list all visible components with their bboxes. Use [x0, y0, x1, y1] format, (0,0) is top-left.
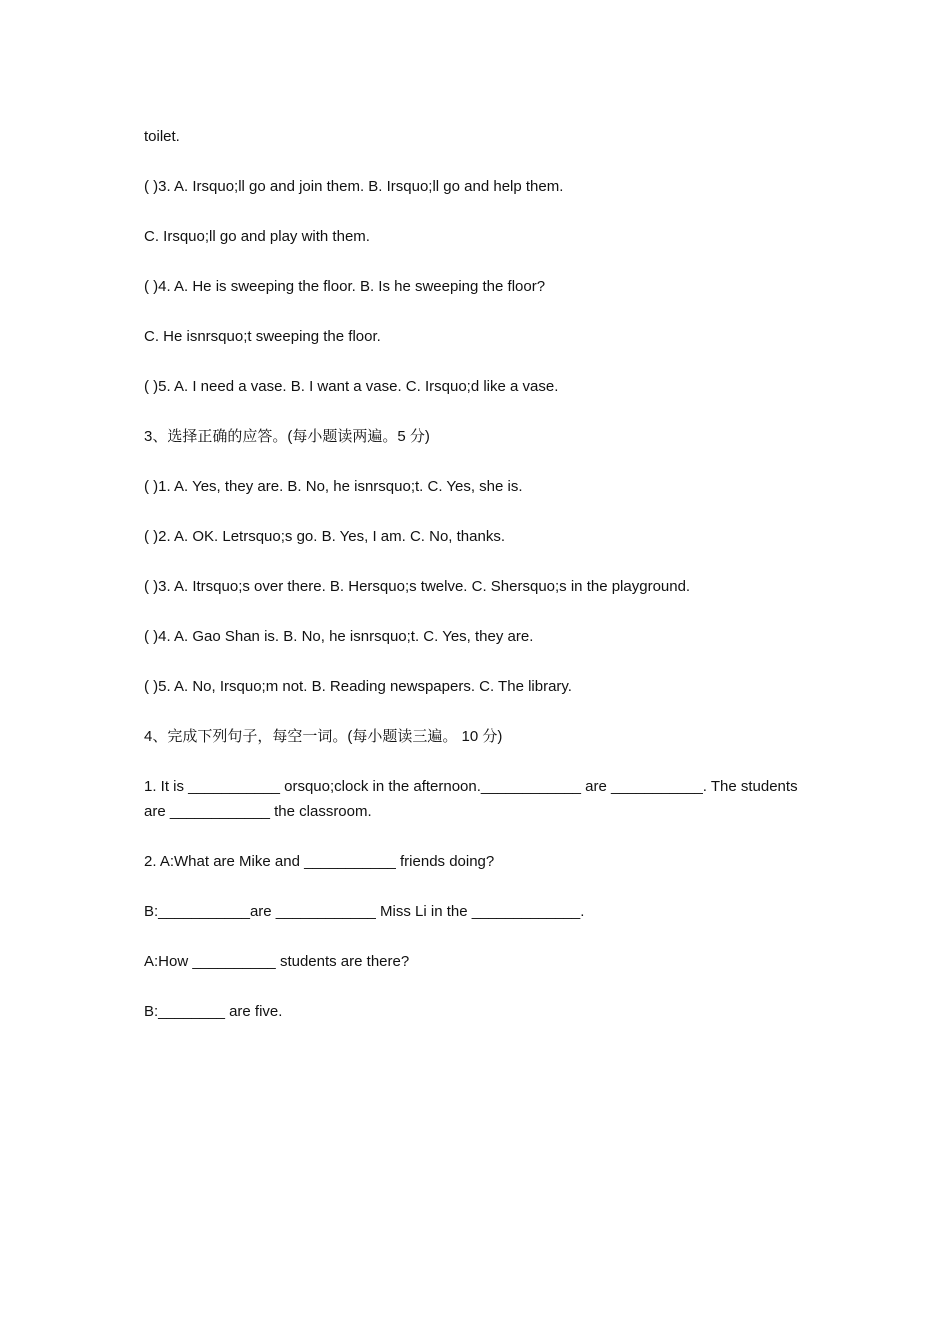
section-heading-3: 3、选择正确的应答。(每小题读两遍。5 分) — [144, 428, 430, 445]
question-line-3a: ( )3. A. Irsquo;ll go and join them. B. Irsquo;ll go and help them. — [144, 178, 564, 195]
fill-blank-sentence-2d: B:________ are five. — [144, 1003, 283, 1020]
response-question-1: ( )1. A. Yes, they are. B. No, he isnrsquo;t. C. Yes, she is. — [144, 478, 523, 495]
fill-blank-sentence-2a: 2. A:What are Mike and ___________ friends doing? — [144, 853, 495, 870]
question-line-5: ( )5. A. I need a vase. B. I want a vase. C. Irsquo;d like a vase. — [144, 378, 559, 395]
question-line-4c: C. He isnrsquo;t sweeping the floor. — [144, 328, 381, 345]
question-line-3c: C. Irsquo;ll go and play with them. — [144, 228, 370, 245]
fill-blank-sentence-2c: A:How __________ students are there? — [144, 953, 410, 970]
text-line-toilet: toilet. — [144, 128, 180, 145]
response-question-3: ( )3. A. Itrsquo;s over there. B. Hersquo;s twelve. C. Shersquo;s in the playground. — [144, 578, 691, 595]
document-body — [144, 124, 814, 1049]
question-line-4a: ( )4. A. He is sweeping the floor. B. Is he sweeping the floor? — [144, 278, 546, 295]
fill-blank-sentence-1: 1. It is ___________ orsquo;clock in the afternoon.____________ are ___________. The students are ____________ the classroom. — [144, 778, 798, 820]
section-heading-4: 4、完成下列句子，每空一词。(每小题读三遍。 10 分) — [144, 728, 503, 745]
response-question-5: ( )5. A. No, Irsquo;m not. B. Reading newspapers. C. The library. — [144, 678, 572, 695]
response-question-2: ( )2. A. OK. Letrsquo;s go. B. Yes, I am. C. No, thanks. — [144, 528, 506, 545]
response-question-4: ( )4. A. Gao Shan is. B. No, he isnrsquo;t. C. Yes, they are. — [144, 628, 534, 645]
fill-blank-sentence-2b: B:___________are ____________ Miss Li in the _____________. — [144, 903, 585, 920]
